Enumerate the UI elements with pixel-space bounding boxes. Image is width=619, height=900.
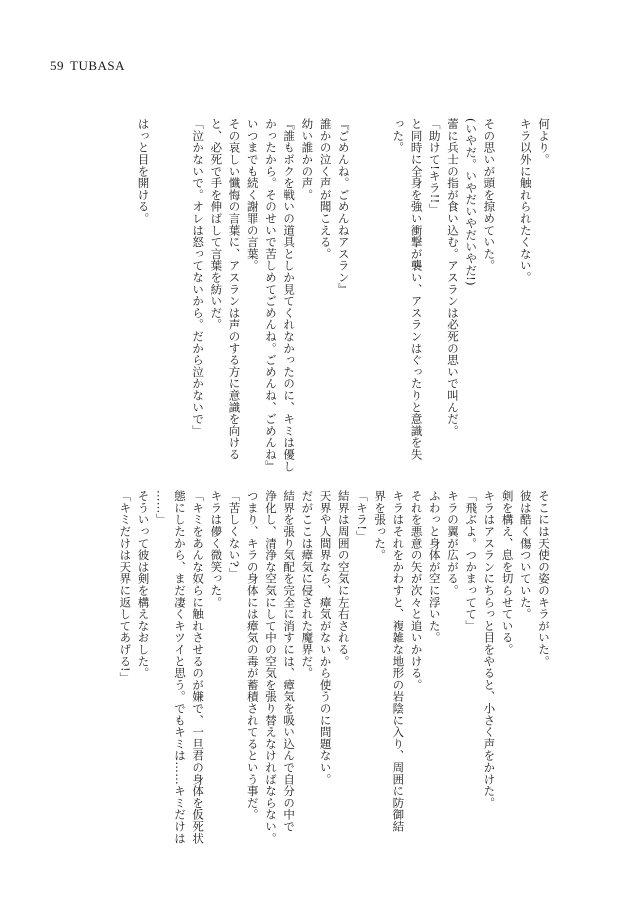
text-line: 「キラ!」: [354, 490, 369, 543]
text-line: 界を張った。: [373, 490, 388, 561]
text-line: と同時に全身を強い衝撃が襲い、アスランはぐったりと意識を失: [409, 118, 424, 461]
text-line: 『ごめんね。ごめんねアスラン』: [336, 118, 351, 295]
text-line: 「助けて!キラ!!」: [427, 118, 442, 216]
text-line: 天界や人間界なら、瘴気がないから使うのに問題ない。: [318, 490, 333, 785]
text-line: その哀しい懺悔の言葉に、アスランは声のする方に意識を向ける: [227, 118, 242, 461]
text-line: 蕾に兵士の指が食い込む。アスランは必死の思いで叫んだ。: [445, 118, 460, 437]
text-line: 何より。: [537, 118, 551, 166]
text-line: キラ以外に触れられたくない。: [518, 118, 533, 284]
text-line: キラはそれをかわすと、複雑な地形の岩陰に入り、周囲に防御結: [391, 490, 406, 833]
page-header: [50, 58, 125, 74]
text-line: (いやだ。いやだいやだいやだ!): [464, 118, 479, 286]
text-line: 「飛ぶよ。つかまってて」: [464, 490, 479, 632]
text-line: はっと目を開ける。: [136, 118, 151, 225]
text-line: いつまでも続く謝罪の言葉。: [245, 118, 260, 272]
text-line: 結界を張り気配を完全に消すには、瘴気を吸い込んで自分の中で: [282, 490, 297, 833]
running-title: TUBASA: [70, 58, 126, 73]
text-line: 「キミをあんな奴らに触れさせるのが嫌で、一旦君の身体を仮死状: [191, 490, 206, 844]
text-line: [498, 118, 516, 458]
text-line: 浄化し、清浄な空気にして中の空気を張り替えなければならない。: [263, 490, 278, 844]
text-line: キラの翼が広がる。: [445, 490, 460, 597]
text-line: と、必死で手を伸ばして言葉を紡いだ。: [209, 118, 224, 331]
text-line: った。: [391, 118, 406, 154]
text-line: [153, 118, 171, 458]
text-line: 「キミだけは天界に返してあげる!」: [118, 490, 133, 684]
text-line: 『誰もボクを戦いの道具としか見てくれなかったのに、キミは優し: [282, 118, 297, 472]
text-line: つまり、キラの身体には瘴気の毒が蓄積されてるという事だ。: [245, 490, 260, 821]
text-line: 彼は酷く傷ついていた。: [518, 490, 533, 620]
text-line: 剣を構え、息を切らせている。: [500, 490, 515, 656]
text-line: [371, 118, 389, 458]
page-number: 59: [50, 58, 64, 73]
lower-text-block: [116, 490, 553, 860]
text-line: キラはアスランにちらっと目をやると、小さく声をかけた。: [482, 490, 497, 809]
text-line: その思いが頭を掠めていた。: [482, 118, 497, 272]
text-line: [353, 118, 371, 458]
text-line: 「苦しくない?」: [227, 490, 242, 580]
text-line: 「泣かないで。オレは怒ってないから。だから泣かないで」: [191, 118, 206, 437]
text-line: そこには天使の姿のキラがいた。: [537, 490, 551, 667]
text-line: 幼い誰かの声。: [300, 118, 315, 201]
text-line: そういって彼は剣を構えなおした。: [136, 490, 151, 679]
text-line: だがここは瘴気に侵された魔界だ。: [300, 490, 315, 679]
text-line: ……」: [154, 490, 169, 526]
text-line: 態にしたから、まだ凄くキツイと思う。でもキミは……キミだけは: [172, 490, 187, 844]
text-line: キラは儚く微笑った。: [209, 490, 224, 608]
text-line: 誰かの泣く声が聞こえる。: [318, 118, 333, 260]
text-line: 結界は周囲の空気に左右される。: [336, 490, 351, 667]
text-line: [171, 118, 189, 458]
text-line: ふわっと身体が空に浮いた。: [427, 490, 442, 644]
upper-text-block: [134, 118, 553, 472]
text-line: それを悪意の矢が次々と追いかける。: [409, 490, 424, 691]
text-line: かったから。そのせいで苦しめてごめんね。ごめんね、ごめんね』: [263, 118, 278, 472]
